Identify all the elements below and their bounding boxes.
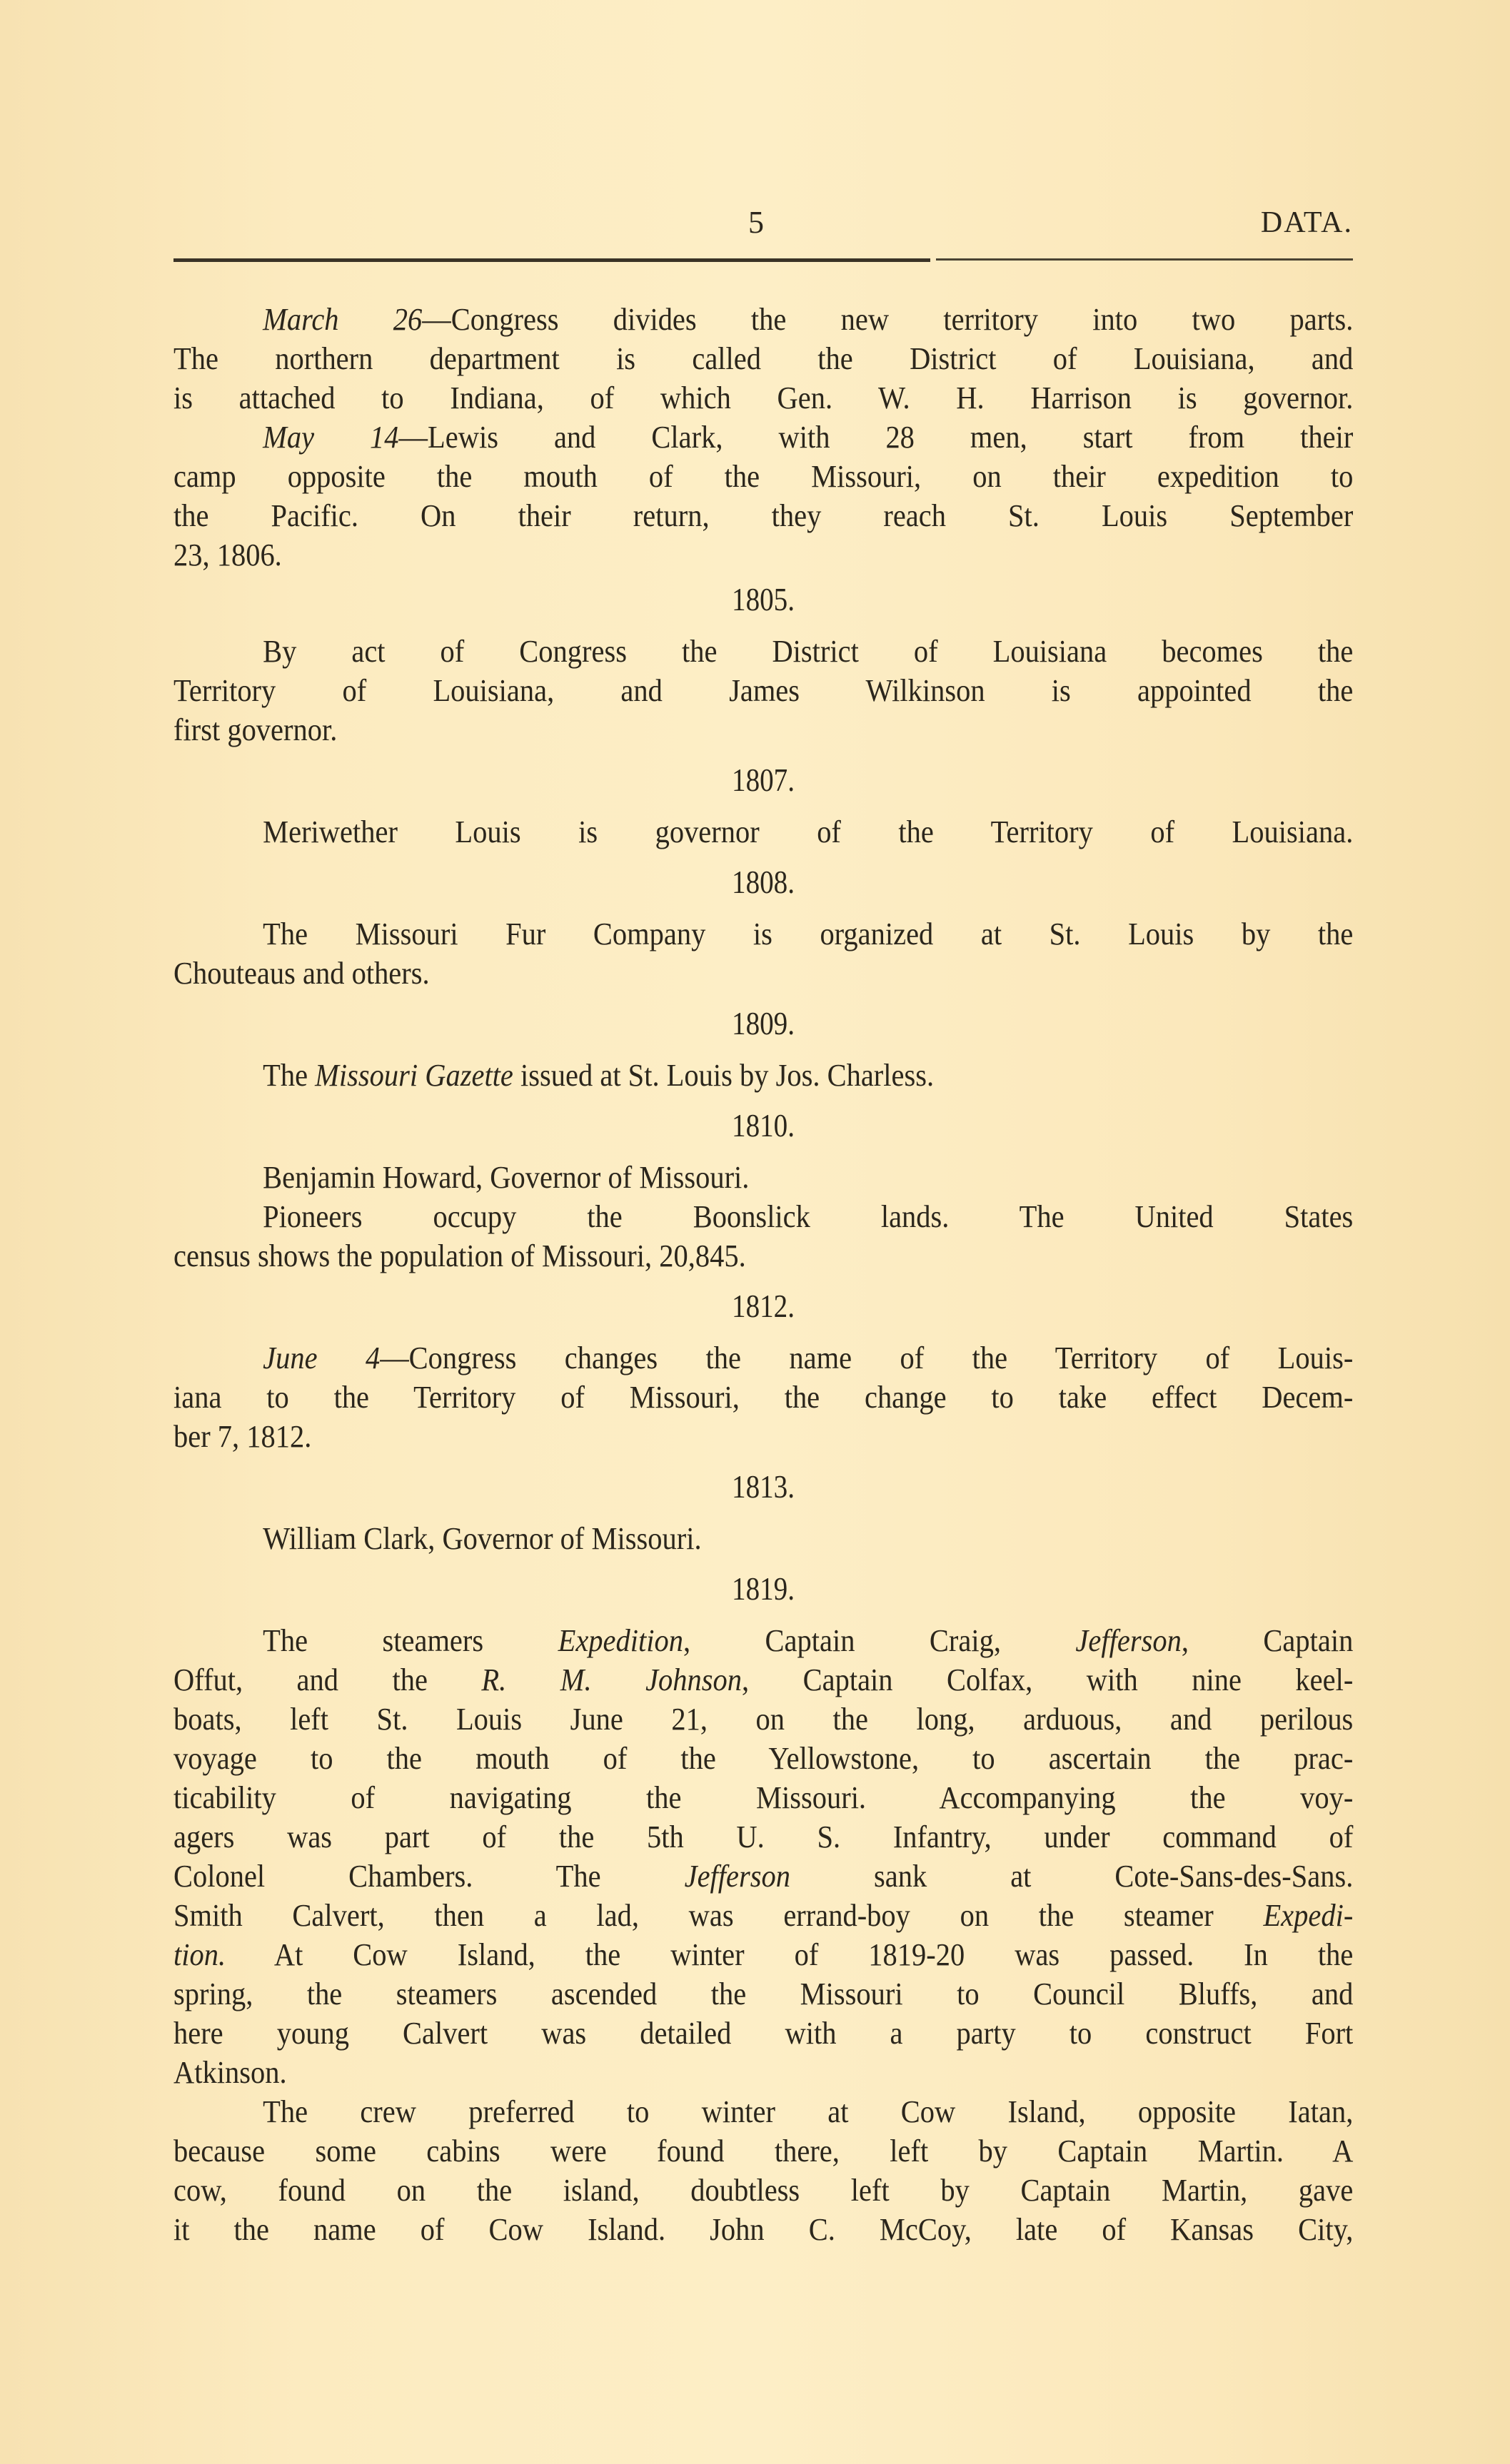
text-line: Meriwether Louis is governor of the Territory of Louisiana. [263, 814, 1354, 849]
running-head: DATA. [1260, 206, 1353, 239]
text-line: ticability of navigating the Missouri. Accompanying the voy- [173, 1780, 1354, 1815]
text-line: Smith Calvert, then a lad, was errand-boy on the steamer Expedi- [173, 1898, 1354, 1933]
entry-1809 [173, 1056, 1353, 1095]
entry-date: March 26 [263, 302, 423, 337]
entry-march-26 [173, 300, 1353, 418]
text-line: the Pacific. On their return, they reach St. Louis September [173, 498, 1354, 533]
entry-date: June 4 [263, 1340, 381, 1375]
header-rule-right [936, 258, 1353, 261]
header-rule-left [173, 258, 930, 262]
entry-date: May 14 [263, 420, 399, 455]
newspaper-title: Missouri Gazette [315, 1058, 513, 1093]
text-line: iana to the Territory of Missouri, the change to take effect Decem- [173, 1380, 1354, 1415]
text-line: The Missouri Gazette issued at St. Louis by Jos. Charless. [263, 1058, 935, 1093]
year-heading-1808: 1808. [732, 864, 795, 900]
text-line: March 26—Congress divides the new territory into two parts. [263, 302, 1354, 337]
text-line: first governor. [173, 712, 338, 747]
page-body [173, 300, 1353, 2249]
text-line: May 14—Lewis and Clark, with 28 men, start from their [263, 420, 1354, 455]
entry-1808 [173, 914, 1353, 993]
text-line: census shows the population of Missouri, 20,845. [173, 1238, 746, 1273]
entry-1810 [173, 1158, 1353, 1276]
year-heading-1809: 1809. [732, 1005, 795, 1041]
text-line: Offut, and the R. M. Johnson, Captain Colfax, with nine keel- [173, 1662, 1354, 1697]
steamer-name: tion. [173, 1937, 226, 1972]
entry-may-14 [173, 418, 1353, 575]
steamer-name: Jefferson [684, 1859, 791, 1894]
book-page [173, 0, 1353, 2464]
steamer-name: Expedition [558, 1623, 683, 1658]
steamer-name: R. M. Johnson [481, 1662, 743, 1697]
text-line: ber 7, 1812. [173, 1419, 312, 1454]
entry-1805 [173, 632, 1353, 749]
page-header [173, 201, 1353, 244]
text-line: The Missouri Fur Company is organized at St. Louis by the [263, 917, 1354, 951]
steamer-name: Jefferson [1075, 1623, 1182, 1658]
entry-1807 [173, 812, 1353, 852]
entry-1819 [173, 1621, 1353, 2249]
text-line: boats, left St. Louis June 21, on the long, arduous, and perilous [173, 1702, 1354, 1737]
year-heading-1819: 1819. [732, 1570, 795, 1607]
entry-1812 [173, 1338, 1353, 1456]
entry-1813 [173, 1519, 1353, 1558]
text-line: The crew preferred to winter at Cow Island, opposite Iatan, [263, 2094, 1354, 2129]
text-line: 23, 1806. [173, 537, 282, 572]
text-line: Pioneers occupy the Boonslick lands. The United States [263, 1199, 1354, 1234]
page-number: 5 [748, 205, 765, 240]
text-line: Benjamin Howard, Governor of Missouri. [263, 1160, 750, 1195]
text-line: The steamers Expedition, Captain Craig, Jefferson, Captain [263, 1623, 1354, 1658]
text-line: William Clark, Governor of Missouri. [263, 1521, 702, 1556]
text-line: By act of Congress the District of Louisiana becomes the [263, 634, 1354, 669]
text-line: spring, the steamers ascended the Missouri to Council Bluffs, and [173, 1976, 1354, 2011]
text-line: The northern department is called the District of Louisiana, and [173, 341, 1354, 376]
text-line: tion. At Cow Island, the winter of 1819-20 was passed. In the [173, 1937, 1354, 1972]
text-line: agers was part of the 5th U. S. Infantry, under command of [173, 1819, 1354, 1854]
year-heading-1812: 1812. [732, 1288, 795, 1324]
text-line: Territory of Louisiana, and James Wilkinson is appointed the [173, 673, 1354, 708]
year-heading-1813: 1813. [732, 1468, 795, 1505]
text-line: June 4—Congress changes the name of the Territory of Louis- [263, 1340, 1354, 1375]
year-heading-1810: 1810. [732, 1107, 795, 1143]
text-line: cow, found on the island, doubtless left by Captain Martin, gave [173, 2173, 1354, 2208]
text-line: Chouteaus and others. [173, 956, 430, 991]
text-line: voyage to the mouth of the Yellowstone, to ascertain the prac- [173, 1741, 1354, 1776]
text-line: it the name of Cow Island. John C. McCoy, late of Kansas City, [173, 2212, 1354, 2247]
steamer-name: Expedi- [1263, 1898, 1354, 1933]
text-line: camp opposite the mouth of the Missouri, on their expedition to [173, 459, 1354, 494]
year-heading-1807: 1807. [732, 762, 795, 798]
text-line: Colonel Chambers. The Jefferson sank at Cote-Sans-des-Sans. [173, 1859, 1354, 1894]
text-line: Atkinson. [173, 2055, 287, 2090]
year-heading-1805: 1805. [732, 581, 795, 617]
text-line: here young Calvert was detailed with a party to construct Fort [173, 2016, 1354, 2051]
text-line: is attached to Indiana, of which Gen. W. H. Harrison is governor. [173, 380, 1354, 415]
text-line: because some cabins were found there, left by Captain Martin. A [173, 2134, 1354, 2168]
